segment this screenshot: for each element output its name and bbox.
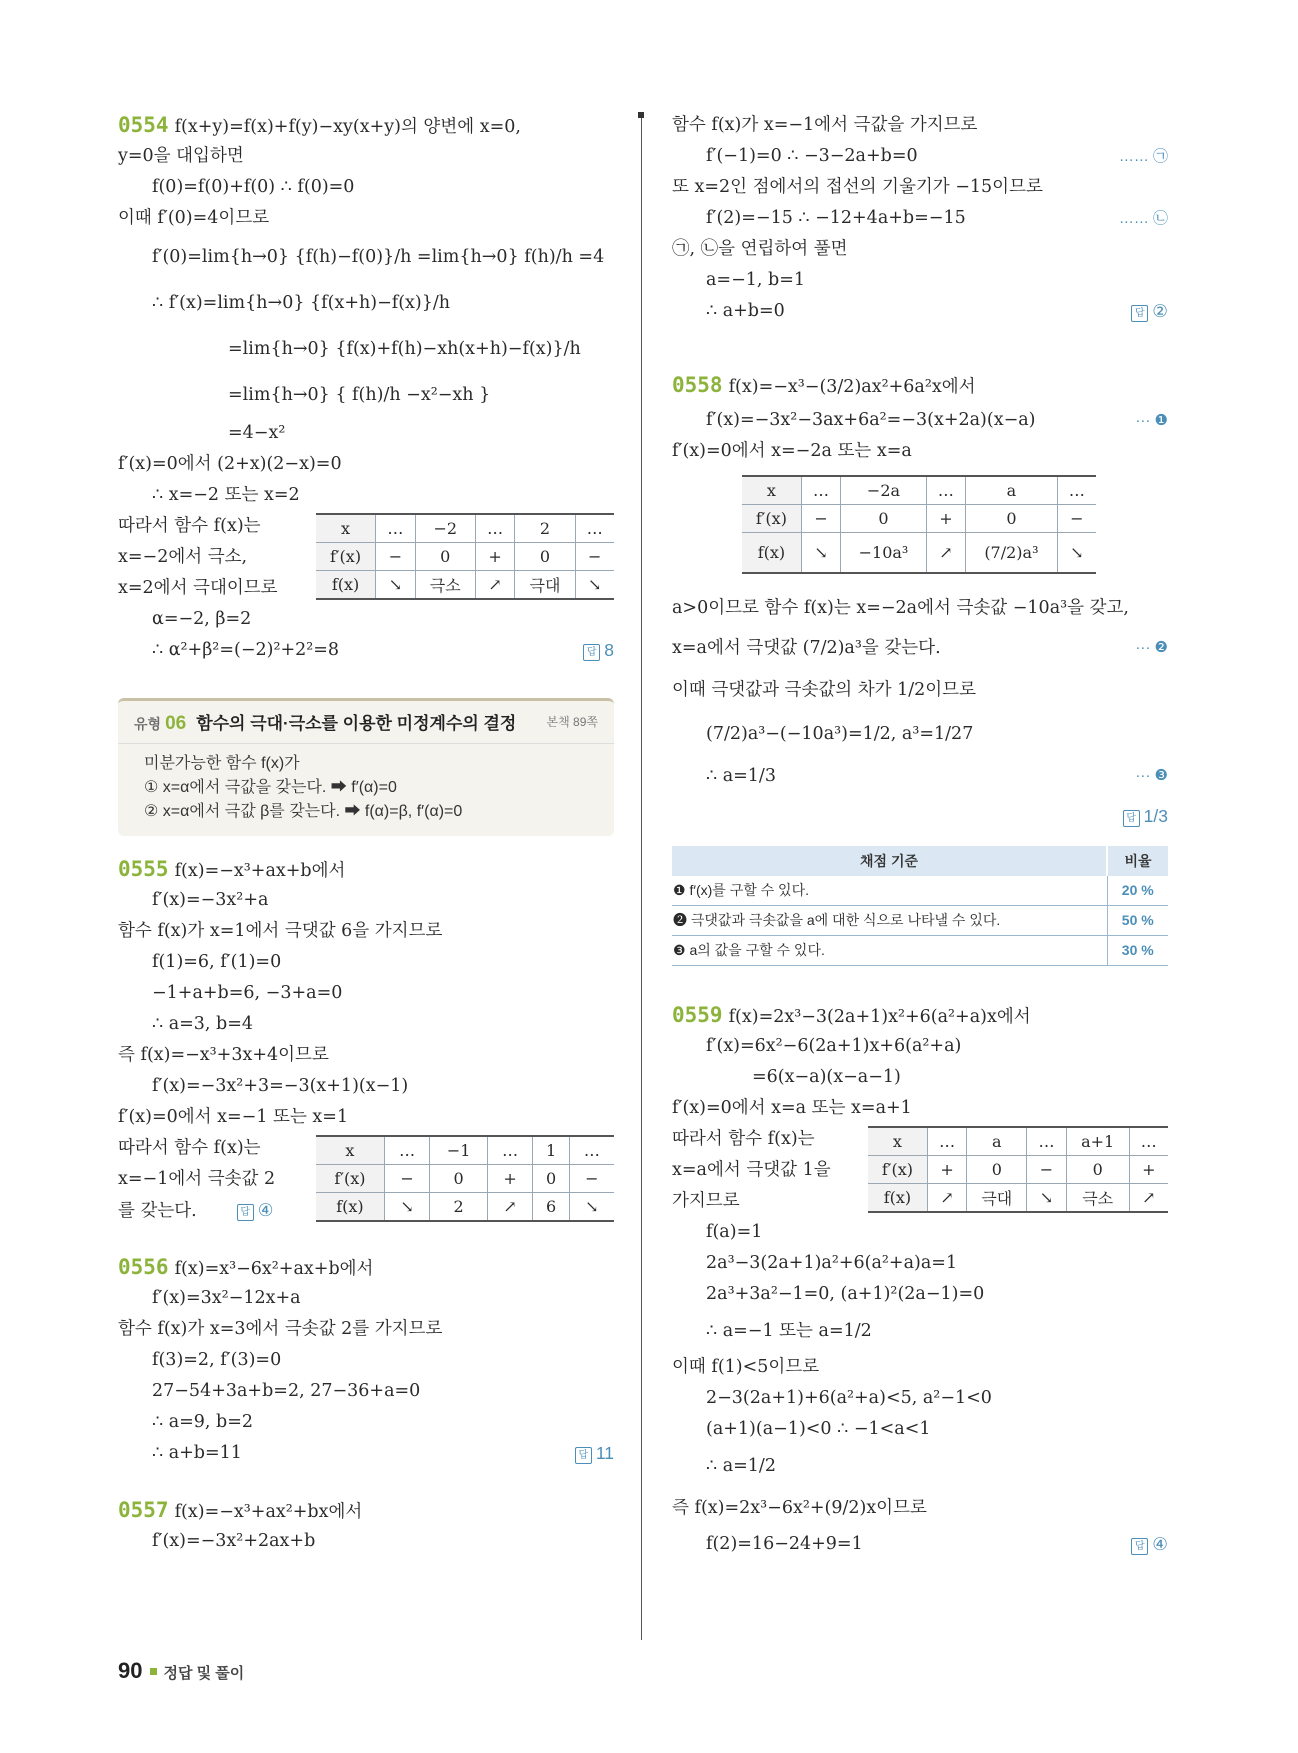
answer-icon: 답 (1131, 305, 1148, 322)
limit-expression: =lim{h→0} { f(h)/h −x²−xh } (228, 385, 491, 405)
problem-number: 0554 (118, 113, 169, 137)
table-row: ❶ f′(x)를 구할 수 있다. 20 % (672, 876, 1168, 906)
answer-badge: 답 1/3 (1123, 796, 1168, 836)
problem-0554: 0554 f(x+y)=f(x)+f(y)−xy(x+y)의 양변에 x=0, y=0을 대입하면 f(0)=f(0)+f(0) ∴ f(0)=0 이때 f′(0)=4이므로 f′(0)=lim{h→0} {f(h)−f(0)}/h =lim{h→0} f(h)/h =4 ∴ f′(x)=lim{h→0} {f(x+h)−f(x)}/h =lim{h→0} {f(x)+f(h)−xh(x+h)−f(x)}/h =lim{h→0} { f(h)/h −x²−xh } =4−x² f′(x)=0에서 (2+x)(2−x)=0 ∴ x=−2 또는 x=2 따라서 함수 f(x)는 x=−2에서 극소, x=2에서 극대이므로 x … −2 … 2 … f′(x) − 0 + 0 − f(x) ↘ 극소 ↗ 극대 ↘ α=−2, β=2 ∴ α²+β²=(−2)²+2²=8 답 8 (118, 110, 614, 666)
answer-badge: 답 ④ (1131, 1529, 1168, 1560)
problem-0557-continued: 함수 f(x)가 x=−1에서 극값을 가지므로 f′(−1)=0 ∴ −3−2a+b=0 …… ㉠ 또 x=2인 점에서의 접선의 기울기가 −15이므로 f′(2)=−15 ∴ −12+4a+b=−15 …… ㉡ ㉠, ㉡을 연립하여 풀면 a=−1, b=1 ∴ a+b=0 답 ② (672, 110, 1168, 327)
problem-number: 0555 (118, 857, 169, 881)
sign-table: x … −2 … 2 … f′(x) − 0 + 0 − f(x) ↘ 극소 ↗ 극대 ↘ (316, 513, 614, 600)
table-row: ❷ 극댓값과 극솟값을 a에 대한 식으로 나타낼 수 있다. 50 % (672, 905, 1168, 935)
divider-marker (638, 112, 644, 118)
type-06-box: 유형 06 함수의 극대·극소를 이용한 미정계수의 결정 본책 89쪽 미분가능한 함수 f(x)가 ① x=α에서 극값을 갖는다. ➡ f′(α)=0 ② x=α에서 극값 β를 갖는다. ➡ f(α)=β, f′(α)=0 (118, 698, 614, 836)
right-column (672, 110, 1168, 1560)
problem-0557: 0557 f(x)=−x³+ax²+bx에서 f′(x)=−3x²+2ax+b (118, 1498, 363, 1551)
problem-0558: 0558 f(x)=−x³−(3/2)ax²+6a²x에서 f′(x)=−3x²−3ax+6a²=−3(x+2a)(x−a) ··· ❶ f′(x)=0에서 x=−2a 또는 x=a x … −2a … a … f′(x) − 0 + 0 − f(x) ↘ −10a³ ↗ (7/2)a³ ↘ a>0이므로 함수 f(x)는 x=−2a에서 극솟값 −10a³을 갖고, x=a에서 극댓값 (7/2)a³을 갖는다. ··· ❷ 이때 극댓값과 극솟값의 차가 1/2이므로 (7/2)a³−(−10a³)=1/2, a³=1/27 ∴ a=1/3 ··· ❸ 답 1/3 (672, 365, 1168, 836)
answer-badge: 답 ② (1131, 296, 1168, 327)
sign-table: x … a … a+1 … f′(x) + 0 − 0 + f(x) ↗ 극대 ↘ 극소 ↗ (868, 1126, 1168, 1213)
answer-badge: 답 11 (575, 1438, 614, 1469)
problem-number: 0556 (118, 1255, 169, 1279)
page-footer (118, 1658, 244, 1684)
answer-badge: 답 ④ (237, 1200, 274, 1220)
limit-expression: f′(0)=lim{h→0} {f(h)−f(0)}/h =lim{h→0} f(h)/h =4 (152, 247, 605, 267)
footer-title: 정답 및 풀이 (163, 1665, 245, 1682)
type-title: 유형 06 함수의 극대·극소를 이용한 미정계수의 결정 본책 89쪽 (118, 709, 614, 744)
problem-0555: 0555 f(x)=−x³+ax+b에서 f′(x)=−3x²+a 함수 f(x)가 x=1에서 극댓값 6을 가지므로 f(1)=6, f′(1)=0 −1+a+b=6, −3+a=0 ∴ a=3, b=4 즉 f(x)=−x³+3x+4이므로 f′(x)=−3x²+3=−3(x+1)(x−1) f′(x)=0에서 x=−1 또는 x=1 따라서 함수 f(x)는 x=−1에서 극솟값 2 를 갖는다. 답 ④ x … −1 … 1 … f′(x) − 0 + 0 − f(x) ↘ 2 ↗ 6 ↘ (118, 854, 614, 1226)
answer-icon: 답 (1123, 810, 1140, 827)
problem-number: 0557 (118, 1498, 169, 1522)
answer-icon: 답 (575, 1447, 592, 1464)
problem-number: 0559 (672, 1002, 723, 1027)
answer-icon: 답 (237, 1204, 254, 1221)
answer-badge: 답 8 (583, 635, 614, 666)
footer-square-icon (150, 1668, 157, 1675)
grading-criteria-table: 채점 기준 비율 ❶ f′(x)를 구할 수 있다. 20 % ❷ 극댓값과 극솟값을 a에 대한 식으로 나타낼 수 있다. 50 % ❸ a의 값을 구할 수 있다. 30 % (672, 846, 1168, 966)
limit-expression: ∴ f′(x)=lim{h→0} {f(x+h)−f(x)}/h (152, 293, 451, 313)
textbook-reference: 본책 89쪽 (546, 715, 598, 729)
problem-0556: 0556 f(x)=x³−6x²+ax+b에서 f′(x)=3x²−12x+a 함수 f(x)가 x=3에서 극솟값 2를 가지므로 f(3)=2, f′(3)=0 27−54+3a+b=2, 27−36+a=0 ∴ a=9, b=2 ∴ a+b=11 답 11 (118, 1252, 614, 1469)
answer-icon: 답 (1131, 1538, 1148, 1555)
left-column (118, 110, 614, 1557)
table-row: ❸ a의 값을 구할 수 있다. 30 % (672, 935, 1168, 965)
limit-expression: =lim{h→0} {f(x)+f(h)−xh(x+h)−f(x)}/h (228, 339, 581, 359)
sign-table: x … −2a … a … f′(x) − 0 + 0 − f(x) ↘ −10a³ ↗ (7/2)a³ ↘ (742, 475, 1096, 574)
sign-table: x … −1 … 1 … f′(x) − 0 + 0 − f(x) ↘ 2 ↗ 6 ↘ (316, 1135, 614, 1222)
column-divider (641, 112, 642, 1640)
page-number: 90 (118, 1658, 143, 1683)
answer-icon: 답 (583, 644, 600, 661)
problem-0559: 0559 f(x)=2x³−3(2a+1)x²+6(a²+a)x에서 f′(x)=6x²−6(2a+1)x+6(a²+a) =6(x−a)(x−a−1) f′(x)=0에서 x=a 또는 x=a+1 따라서 함수 f(x)는 x=a에서 극댓값 1을 가지므로 x … a … a+1 … f′(x) + 0 − 0 + f(x) ↗ 극대 ↘ 극소 ↗ f(a)=1 2a³−3(2a+1)a²+6(a²+a)a=1 2a³+3a²−1=0, (a+1)²(2a−1)=0 ∴ a=−1 또는 a=1/2 이때 f(1)<5이므로 2−3(2a+1)+6(a²+a)<5, a²−1<0 (a+1)(a−1)<0 ∴ −1<a<1 ∴ a=1/2 즉 f(x)=2x³−6x²+(9/2)x이므로 f(2)=16−24+9=1 답 ④ (672, 1000, 1168, 1560)
problem-number: 0558 (672, 373, 723, 397)
